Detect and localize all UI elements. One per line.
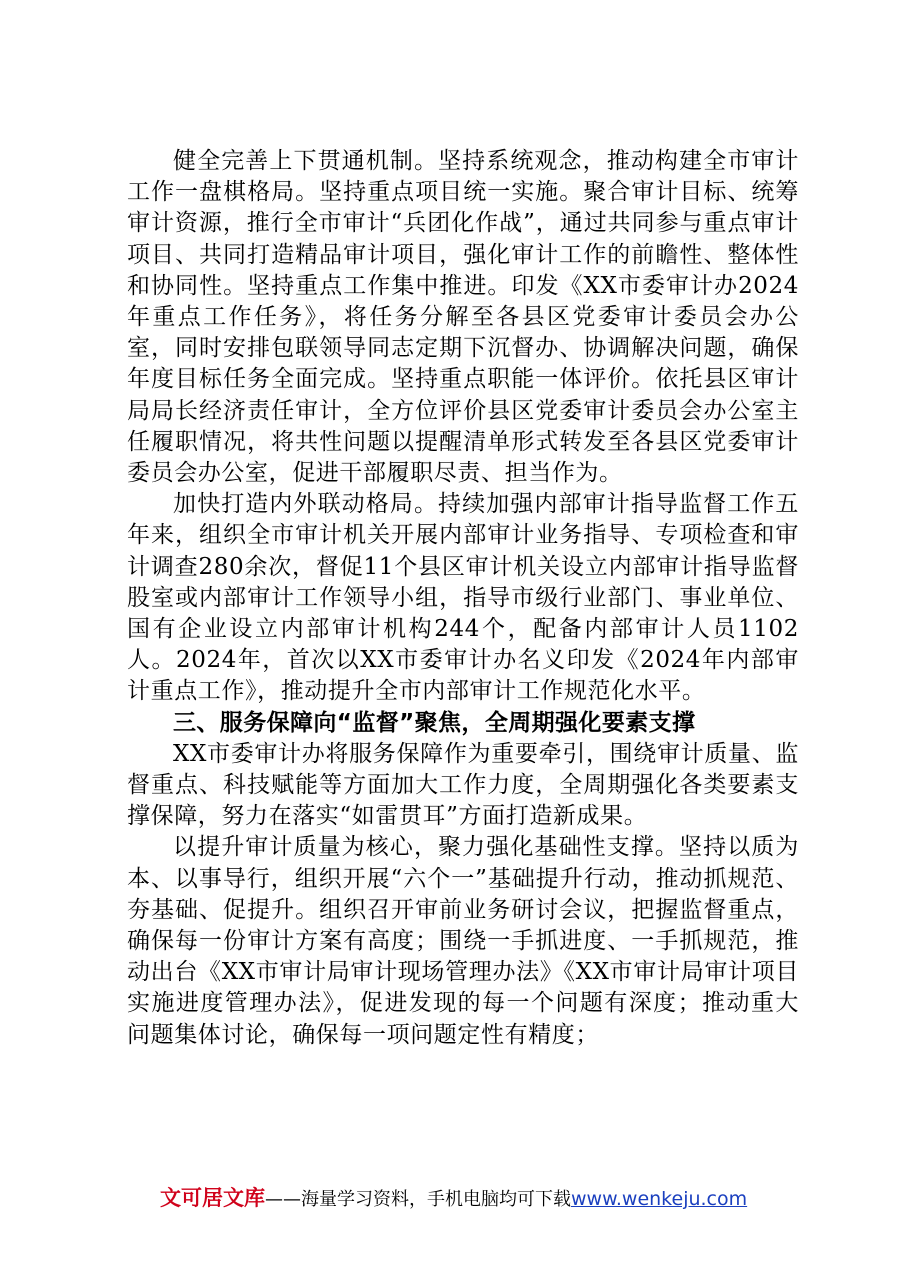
section-heading: 三、服务保障向“监督”聚焦，全周期强化要素支撑 bbox=[173, 709, 696, 736]
footer-banner bbox=[160, 1183, 800, 1213]
footer-url-link[interactable]: www.wenkeju.com bbox=[571, 1188, 748, 1210]
body-paragraph: 健全完善上下贯通机制。坚持系统观念，推动构建全市审计工作一盘棋格局。坚持重点项目统一实施。聚合审计目标、统筹审计资源，推行全市审计“兵团化作战”，通过共同参与重点审计项目、共同打造精品审计项目，强化审计工作的前瞻性、整体性和协同性。坚持重点工作集中推进。印发《XX市委审计办2024年重点工作任务》，将任务分解至各县区党委审计委员会办公室，同时安排包联领导同志定期下沉督办、协调解决问题，确保年度目标任务全面完成。坚持重点职能一体评价。依托县区审计局局长经济责任审计，全方位评价县区党委审计委员会办公室主任履职情况，将共性问题以提醒清单形式转发至各县区党委审计委员会办公室，促进干部履职尽责、担当作为。 bbox=[127, 148, 799, 487]
body-paragraph: 加快打造内外联动格局。持续加强内部审计指导监督工作五年来，组织全市审计机关开展内部审计业务指导、专项检查和审计调查280余次，督促11个县区审计机关设立内部审计指导监督股室或内部审计工作领导小组，指导市级行业部门、事业单位、国有企业设立内部审计机构244个，配备内部审计人员1102人。2024年，首次以XX市委审计办名义印发《2024年内部审计重点工作》，推动提升全市内部审计工作规范化水平。 bbox=[127, 491, 799, 705]
footer-brand: 文可居文库 bbox=[160, 1186, 265, 1210]
body-paragraph: 以提升审计质量为核心，聚力强化基础性支撑。坚持以质为本、以事导行，组织开展“六个一”基础提升行动，推动抓规范、夯基础、促提升。组织召开审前业务研讨会议，把握监督重点，确保每一份审计方案有高度；围绕一手抓进度、一手抓规范，推动出台《XX市审计局审计现场管理办法》《XX市审计局审计项目实施进度管理办法》，促进发现的每一个问题有深度；推动重大问题集体讨论，确保每一项问题定性有精度； bbox=[127, 834, 799, 1048]
footer-tagline: ——海量学习资料，手机电脑均可下载 bbox=[265, 1189, 571, 1210]
body-paragraph: XX市委审计办将服务保障作为重要牵引，围绕审计质量、监督重点、科技赋能等方面加大工作力度，全周期强化各类要素支撑保障，努力在落实“如雷贯耳”方面打造新成果。 bbox=[127, 740, 799, 830]
document-body bbox=[127, 146, 799, 1051]
